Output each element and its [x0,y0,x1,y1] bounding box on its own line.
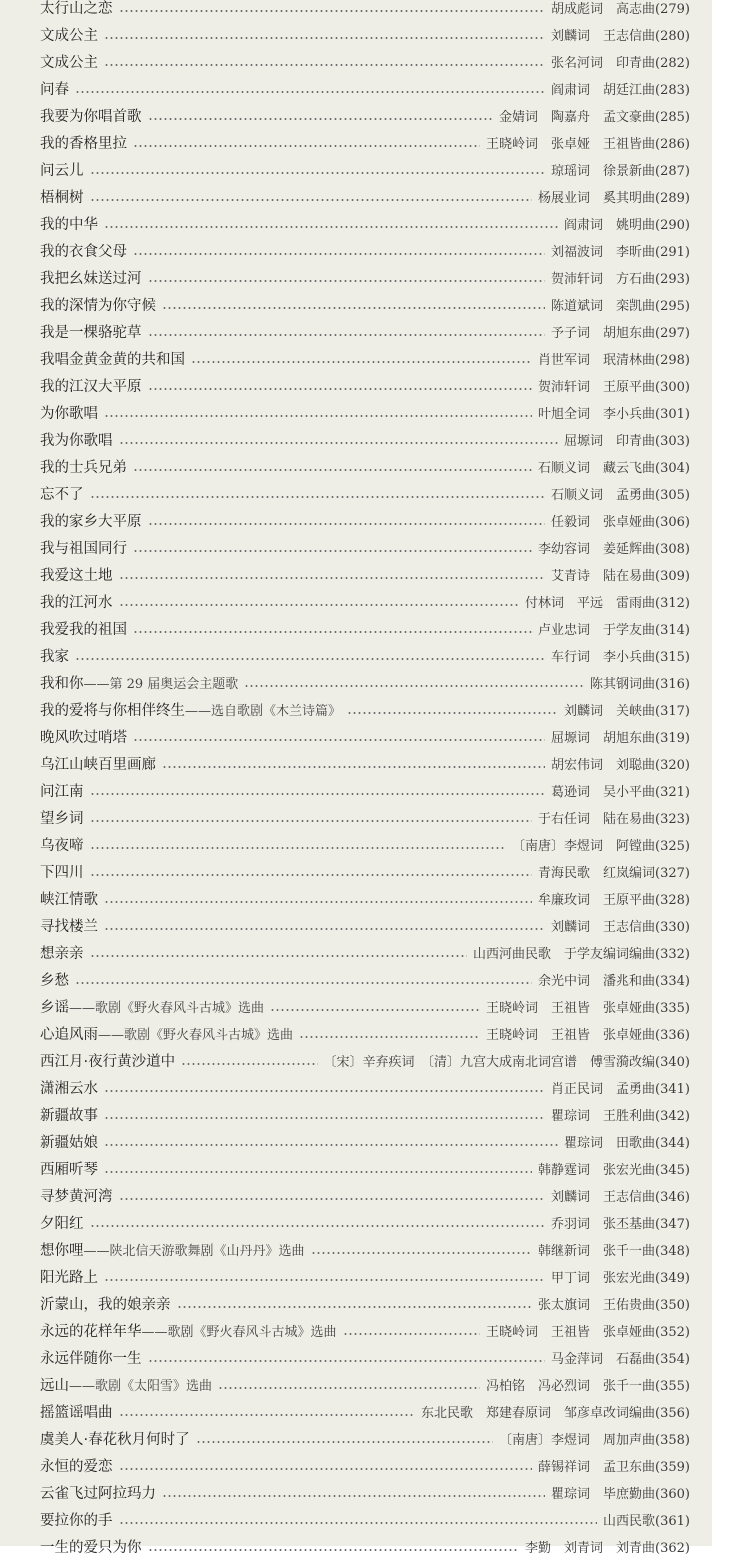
dot-leader [104,1117,545,1119]
toc-entry [0,102,712,129]
dot-leader [104,37,545,39]
song-credit: 杨展业词 奚其明曲(289) [538,191,690,206]
song-title: 想你哩 [40,1243,84,1259]
song-credit: 刘麟词 王志信曲(346) [551,1190,690,1205]
dot-leader [90,172,546,174]
song-credit: 叶旭全词 李小兵曲(301) [538,407,690,422]
toc-entry [0,777,712,804]
song-title: 梧桐树 [40,190,84,206]
toc-entry [0,966,712,993]
dot-leader [104,1171,532,1173]
dot-leader [75,658,545,660]
dot-leader [181,1063,317,1065]
toc-entry [0,804,712,831]
song-title: 我的香格里拉 [40,136,127,152]
song-title: 寻梦黄河湾 [40,1189,113,1205]
toc-entry [0,1182,712,1209]
song-credit: 乔羽词 张丕基曲(347) [551,1217,690,1232]
toc-entry [0,1236,712,1263]
song-subtitle: ——歌剧《太阳雪》选曲 [69,1379,213,1394]
song-credit: 〔南唐〕李煜词 阿镗曲(325) [512,839,690,854]
toc-entry [0,345,712,372]
toc-entry [0,561,712,588]
toc-entry [0,1371,712,1398]
toc-entry [0,588,712,615]
toc-entry [0,858,712,885]
toc-entry [0,0,712,21]
song-title: 我的中华 [40,217,98,233]
toc-entry [0,129,712,156]
toc-entry [0,723,712,750]
dot-leader [148,1549,520,1551]
toc-entry [0,75,712,102]
toc-entry [0,696,712,723]
dot-leader [104,901,532,903]
song-credit: 余光中词 潘兆和曲(334) [538,974,690,989]
song-credit: 韩静霆词 张宏光曲(345) [538,1163,690,1178]
song-title: 永远伴随你一生 [40,1351,142,1367]
song-title: 夕阳红 [40,1216,84,1232]
song-title: 想亲亲 [40,946,84,962]
dot-leader [90,820,533,822]
song-title: 晚风吹过哨塔 [40,730,127,746]
toc-entry [0,1020,712,1047]
song-credit: 予子词 胡旭东曲(297) [551,326,690,341]
song-title: 我的家乡大平原 [40,514,142,530]
toc-entry [0,912,712,939]
song-title: 问春 [40,82,69,98]
song-credit: 车行词 李小兵曲(315) [551,650,690,665]
dot-leader [133,145,480,147]
song-credit: 刘福波词 李昕曲(291) [551,245,690,260]
toc-entry [0,1398,712,1425]
song-subtitle: ——陕北信天游歌舞剧《山丹丹》选曲 [83,1244,305,1259]
song-title: 虞美人·春花秋月何时了 [40,1432,190,1448]
song-subtitle: ——第 29 届奥运会主题歌 [83,677,239,692]
dot-leader [148,280,546,282]
song-title: 我家 [40,649,69,665]
dot-leader [347,712,558,714]
song-title: 望乡词 [40,811,84,827]
dot-leader [90,1225,546,1227]
song-credit: 青海民歌 红岚编词(327) [538,866,690,881]
song-title: 西江月·夜行黄沙道中 [40,1054,176,1070]
toc-entry [0,1209,712,1236]
toc-entry [0,453,712,480]
toc-entry [0,1290,712,1317]
song-title: 我与祖国同行 [40,541,127,557]
toc-entry [0,237,712,264]
song-subtitle: ——歌剧《野火春风斗古城》选曲 [141,1325,337,1340]
song-title: 为你歌唱 [40,406,98,422]
song-credit: 贺沛轩词 方石曲(293) [551,272,690,287]
song-credit: 张太旗词 王佑贵曲(350) [538,1298,690,1313]
song-credit: 卢业忠词 于学友曲(314) [538,623,690,638]
song-credit: 王晓岭词 王祖皆 张卓娅曲(352) [486,1325,690,1340]
toc-entry [0,1506,712,1533]
song-credit: 山西河曲民歌 于学友编词编曲(332) [473,947,690,962]
song-title: 我爱我的祖国 [40,622,127,638]
dot-leader [191,361,532,363]
song-title: 文成公主 [40,28,98,44]
dot-leader [104,1144,558,1146]
song-title: 阳光路上 [40,1270,98,1286]
song-credit: 付林词 平远 雷雨曲(312) [525,596,690,611]
dot-leader [148,1360,546,1362]
song-title: 我的爱将与你相伴终生 [40,703,185,719]
toc-entry [0,183,712,210]
song-credit: 瞿琮词 王胜利曲(342) [551,1109,690,1124]
song-credit: 东北民歌 郑建春原词 邹彦卓改词编曲(356) [421,1406,690,1421]
song-title: 一生的爱只为你 [40,1540,142,1556]
toc-entry [0,642,712,669]
song-title: 永恒的爱恋 [40,1459,113,1475]
song-title: 远山 [40,1378,69,1394]
song-title: 沂蒙山，我的娘亲亲 [40,1297,171,1313]
song-title: 寻找楼兰 [40,919,98,935]
toc-entry [0,48,712,75]
song-title: 乡愁 [40,973,69,989]
song-title: 乡谣 [40,1000,69,1016]
toc-entry [0,1344,712,1371]
dot-leader [148,388,533,390]
song-title: 我要为你唱首歌 [40,109,142,125]
song-title: 太行山之恋 [40,1,113,17]
song-title: 我把幺妹送过河 [40,271,142,287]
dot-leader [196,1441,493,1443]
song-credit: 刘麟词 王志信曲(280) [551,29,690,44]
song-credit: 薛锡祥词 孟卫东曲(359) [538,1460,690,1475]
dot-leader [133,469,532,471]
toc-entry [0,750,712,777]
song-credit: 屈塬词 印青曲(303) [564,434,690,449]
dot-leader [119,10,546,12]
song-credit: 陈道斌词 栾凯曲(295) [551,299,690,314]
song-credit: 牟廉玫词 王原平曲(328) [538,893,690,908]
song-credit: 张名河词 印青曲(282) [551,56,690,71]
song-credit: 于右任词 陆在易曲(323) [538,812,690,827]
song-credit: 冯柏铭 冯必烈词 张千一曲(355) [486,1379,690,1394]
dot-leader [75,91,545,93]
song-credit: 甲丁词 张宏光曲(349) [551,1271,690,1286]
song-credit: 琼瑶词 徐景新曲(287) [551,164,690,179]
song-title: 我唱金黄金黄的共和国 [40,352,185,368]
song-credit: 马金萍词 石磊曲(354) [551,1352,690,1367]
toc-entry [0,1047,712,1074]
song-subtitle: ——歌剧《野火春风斗古城》选曲 [69,1001,265,1016]
toc-entry [0,939,712,966]
dot-leader [299,1036,480,1038]
song-credit: 肖正民词 孟勇曲(341) [551,1082,690,1097]
toc-entry [0,399,712,426]
dot-leader [104,64,545,66]
song-title: 要拉你的手 [40,1513,113,1529]
toc-entry [0,264,712,291]
dot-leader [343,1333,481,1335]
dot-leader [162,1495,545,1497]
dot-leader [90,847,507,849]
toc-entry [0,1425,712,1452]
dot-leader [133,631,532,633]
toc-entry [0,1101,712,1128]
song-credit: 刘麟词 王志信曲(330) [551,920,690,935]
song-title: 新疆姑娘 [40,1135,98,1151]
dot-leader [148,118,494,120]
dot-leader [90,496,546,498]
toc-entry [0,1074,712,1101]
toc-entry [0,1317,712,1344]
dot-leader [119,1522,598,1524]
song-title: 新疆故事 [40,1108,98,1124]
toc-entry [0,1155,712,1182]
song-credit: 贺沛轩词 王原平曲(300) [538,380,690,395]
dot-leader [104,1279,545,1281]
song-credit: 任毅词 张卓娅曲(306) [551,515,690,530]
toc-entry [0,993,712,1020]
dot-leader [90,793,546,795]
toc-entry [0,21,712,48]
dot-leader [148,334,546,336]
song-credit: 王晓岭词 王祖皆 张卓娅曲(335) [486,1001,690,1016]
song-credit: 屈塬词 胡旭东曲(319) [551,731,690,746]
dot-leader [104,1090,545,1092]
song-credit: 胡宏伟词 刘聪曲(320) [551,758,690,773]
song-title: 忘不了 [40,487,84,503]
dot-leader [104,415,532,417]
song-credit: 王晓岭词 张卓娅 王祖皆曲(286) [486,137,690,152]
toc-entry [0,156,712,183]
dot-leader [244,685,584,687]
song-credit: 胡成彪词 高志曲(279) [551,2,690,17]
dot-leader [119,1414,416,1416]
song-credit: 王晓岭词 王祖皆 张卓娅曲(336) [486,1028,690,1043]
song-credit: 艾青诗 陆在易曲(309) [551,569,690,584]
song-credit: 〔宋〕辛弃疾词 〔清〕九宫大成南北词宫谱 傅雪漪改编(340) [323,1055,690,1070]
song-subtitle: ——选自歌剧《木兰诗篇》 [185,704,342,719]
song-title: 峡江情歌 [40,892,98,908]
song-title: 我的江河水 [40,595,113,611]
song-credit: 金婧词 陶嘉舟 孟文豪曲(285) [499,110,690,125]
song-credit: 李勤 刘青词 刘青曲(362) [525,1541,690,1556]
dot-leader [133,550,532,552]
song-title: 云雀飞过阿拉玛力 [40,1486,156,1502]
toc-entry [0,318,712,345]
toc-entry [0,831,712,858]
song-title: 西厢听琴 [40,1162,98,1178]
dot-leader [162,766,545,768]
page-margin [712,0,750,1546]
dot-leader [104,226,558,228]
toc-entry [0,615,712,642]
song-credit: 阎肃词 姚明曲(290) [564,218,690,233]
song-title: 我的衣食父母 [40,244,127,260]
song-title: 我是一棵骆驼草 [40,325,142,341]
dot-leader [119,577,546,579]
dot-leader [119,1468,533,1470]
dot-leader [218,1387,480,1389]
dot-leader [104,928,545,930]
dot-leader [177,1306,533,1308]
song-title: 永远的花样年华 [40,1324,142,1340]
song-title: 我为你歌唱 [40,433,113,449]
song-title: 我爱这土地 [40,568,113,584]
dot-leader [162,307,545,309]
song-credit: 陈其钢词曲(316) [590,677,690,692]
toc-entry [0,507,712,534]
toc-entry [0,480,712,507]
song-credit: 刘麟词 关峡曲(317) [564,704,690,719]
song-credit: 阎肃词 胡廷江曲(283) [551,83,690,98]
song-title: 问江南 [40,784,84,800]
toc-entry [0,1263,712,1290]
song-title: 问云儿 [40,163,84,179]
song-title: 我的深情为你守候 [40,298,156,314]
toc-entry [0,1533,712,1560]
song-title: 我的江汉大平原 [40,379,142,395]
song-title: 摇篮谣唱曲 [40,1405,113,1421]
toc-entry [0,426,712,453]
toc-entry [0,669,712,696]
dot-leader [75,982,532,984]
song-title: 潇湘云水 [40,1081,98,1097]
song-title: 心追风雨 [40,1027,98,1043]
song-credit: 李幼容词 姜延辉曲(308) [538,542,690,557]
song-title: 我的士兵兄弟 [40,460,127,476]
song-credit: 瞿琮词 田歌曲(344) [564,1136,690,1151]
song-credit: 石顺义词 藏云飞曲(304) [538,461,690,476]
toc-entry [0,1128,712,1155]
song-credit: 韩继新词 张千一曲(348) [538,1244,690,1259]
song-title: 乌夜啼 [40,838,84,854]
song-credit: 山西民歌(361) [603,1514,690,1529]
toc-entry [0,210,712,237]
dot-leader [311,1252,533,1254]
song-subtitle: ——歌剧《野火春风斗古城》选曲 [98,1028,294,1043]
toc-entry [0,291,712,318]
dot-leader [133,253,545,255]
song-title: 乌江山峡百里画廊 [40,757,156,773]
toc-entry [0,1452,712,1479]
song-credit: 肖世军词 珉清林曲(298) [538,353,690,368]
dot-leader [119,604,520,606]
dot-leader [119,442,559,444]
toc-entry [0,885,712,912]
dot-leader [90,955,468,957]
song-title: 文成公主 [40,55,98,71]
toc-entry [0,1479,712,1506]
song-credit: 瞿琮词 毕庶勤曲(360) [551,1487,690,1502]
dot-leader [133,739,545,741]
dot-leader [90,874,533,876]
dot-leader [270,1009,480,1011]
dot-leader [119,1198,546,1200]
dot-leader [90,199,533,201]
song-credit: 葛逊词 吴小平曲(321) [551,785,690,800]
toc-entry [0,534,712,561]
dot-leader [148,523,546,525]
song-title: 我和你 [40,676,84,692]
song-credit: 石顺义词 孟勇曲(305) [551,488,690,503]
song-title: 下四川 [40,865,84,881]
toc-entry [0,372,712,399]
song-credit: 〔南唐〕李煜词 周加声曲(358) [499,1433,690,1448]
